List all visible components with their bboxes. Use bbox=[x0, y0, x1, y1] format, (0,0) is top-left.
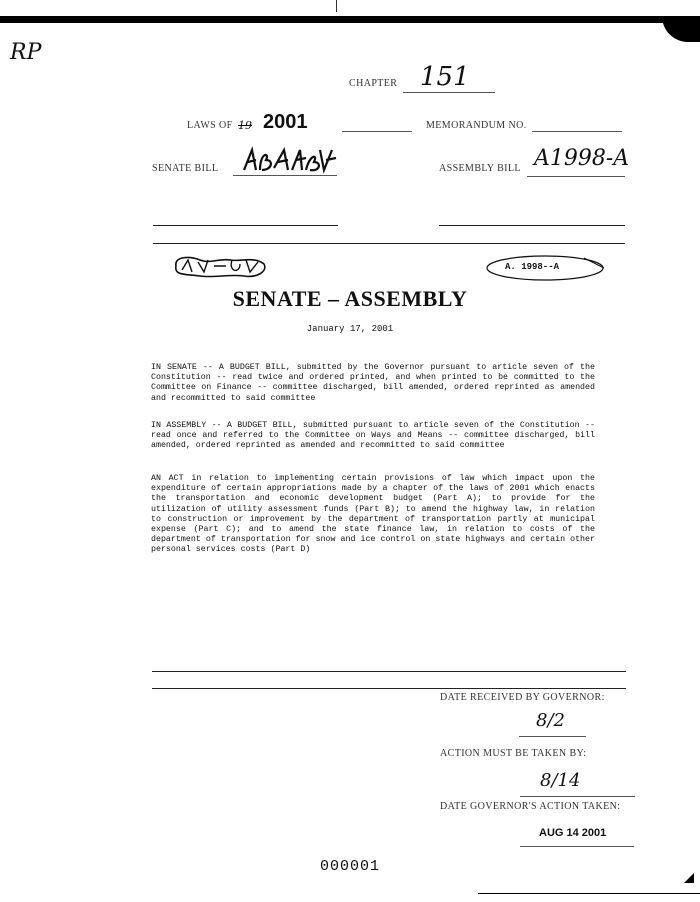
top-black-corner bbox=[662, 16, 700, 42]
action-deadline-underline bbox=[520, 796, 635, 797]
divider-left bbox=[153, 225, 338, 226]
memorandum-label: MEMORANDUM NO. bbox=[426, 120, 527, 131]
divider-lower-2 bbox=[152, 688, 626, 689]
laws-year: 2001 bbox=[263, 111, 308, 133]
page-number: 000001 bbox=[319, 858, 380, 875]
date-received-value: 8/2 bbox=[536, 710, 565, 731]
act-paragraph: AN ACT in relation to implementing certain provisions of law which impact upon the expenditure of certain appropriations made by a chapter of the laws of 2001 which enacts the transportation and economic development budget (Part A); to provide for the utilization of utility assessment funds (Part B); to amend the highway law, in relation to construction or improvement by the department of transportation partly at municipal expense (Part C); and to amend the state finance law, in relation to costs of the department of transportation for snow and ice control on state highways and certain other personal services costs (Part D) bbox=[151, 474, 595, 555]
divider-full bbox=[153, 243, 625, 244]
date-received-underline bbox=[519, 736, 586, 737]
laws-underline bbox=[342, 131, 412, 132]
handwritten-initials: RP bbox=[10, 40, 42, 65]
chapter-underline bbox=[403, 92, 495, 93]
action-deadline-label: ACTION MUST BE TAKEN BY: bbox=[440, 748, 587, 759]
bill-date: January 17, 2001 bbox=[306, 324, 394, 334]
senate-paragraph: IN SENATE -- A BUDGET BILL, submitted by the Governor pursuant to article seven of the Constitution -- read twice and ordered printed, and when printed to be committed to the Committee on Finance -- committee discharged, bill amended, ordered reprinted as amended and recommitted to said committee bbox=[151, 363, 595, 403]
governor-action-label: DATE GOVERNOR'S ACTION TAKEN: bbox=[440, 801, 621, 812]
bill-number-badge: A. 1998--A bbox=[505, 262, 560, 272]
chapter-label: CHAPTER bbox=[349, 78, 398, 89]
laws-struck-century: 19 bbox=[238, 119, 252, 132]
senate-bill-label: SENATE BILL bbox=[152, 163, 219, 174]
action-deadline-value: 8/14 bbox=[540, 770, 581, 791]
assembly-bill-number: A1998-A bbox=[534, 146, 630, 171]
handwritten-stamp-icon bbox=[170, 252, 270, 282]
date-received-label: DATE RECEIVED BY GOVERNOR: bbox=[440, 692, 605, 703]
divider-lower-1 bbox=[152, 671, 626, 672]
assembly-bill-label: ASSEMBLY BILL bbox=[439, 163, 521, 174]
senate-bill-scribble-icon bbox=[240, 146, 340, 174]
top-tick-mark bbox=[336, 0, 337, 12]
corner-triangle-icon bbox=[684, 873, 694, 883]
memorandum-underline bbox=[532, 131, 622, 132]
chapter-number: 151 bbox=[420, 62, 470, 92]
laws-of-label: LAWS OF bbox=[187, 120, 233, 131]
bottom-edge-line bbox=[478, 893, 700, 894]
page-title: SENATE – ASSEMBLY bbox=[232, 286, 468, 311]
governor-action-stamp: AUG 14 2001 bbox=[539, 827, 607, 839]
senate-bill-underline bbox=[233, 175, 337, 176]
assembly-paragraph: IN ASSEMBLY -- A BUDGET BILL, submitted pursuant to article seven of the Constitution -- read once and referred to the Committee on Ways and Means -- committee discharged, bill amended, ordered reprinted as amended and recommitted to said committee bbox=[151, 421, 595, 451]
top-black-bar bbox=[0, 16, 675, 23]
divider-right bbox=[439, 225, 625, 226]
assembly-bill-underline bbox=[527, 176, 625, 177]
governor-action-underline bbox=[520, 846, 634, 847]
